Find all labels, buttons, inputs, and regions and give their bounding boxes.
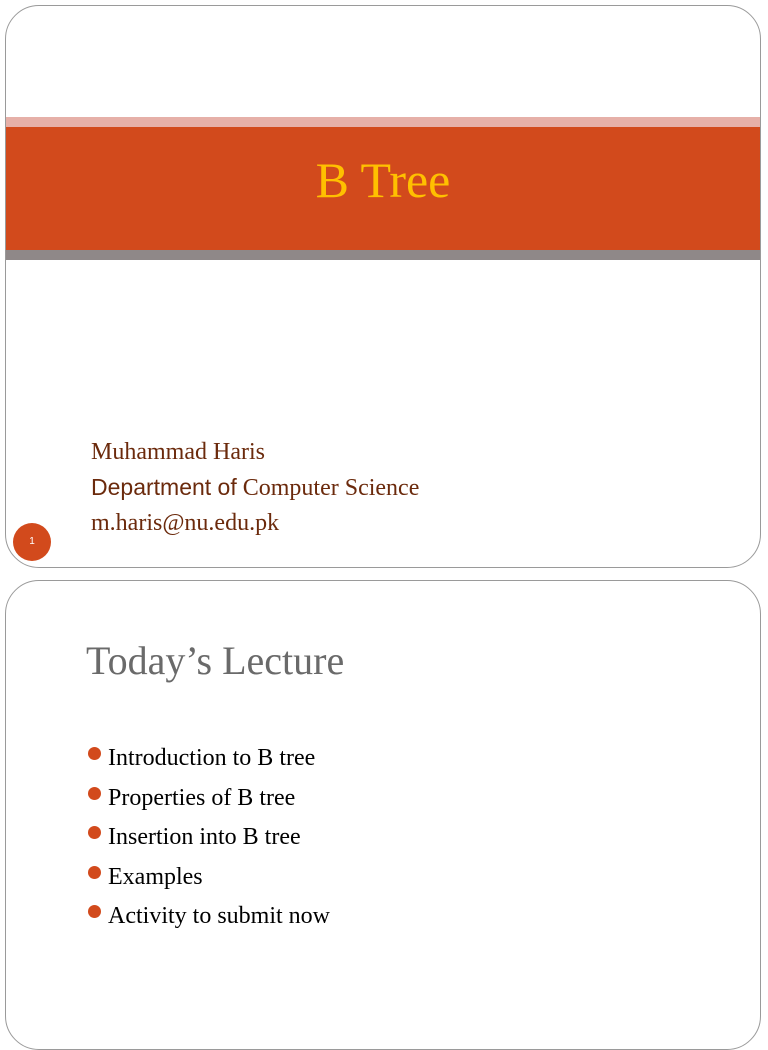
- list-item: [86, 818, 330, 858]
- author-department: [91, 470, 419, 506]
- title-band-top-stripe: [6, 117, 760, 127]
- list-item-text: Activity to submit now: [108, 903, 330, 929]
- list-item-text: Insertion into B tree: [108, 824, 301, 850]
- list-item-text: Introduction to B tree: [108, 745, 316, 771]
- slide-title: B Tree: [315, 152, 451, 208]
- department-name: Computer Science: [242, 475, 420, 501]
- bullet-dot-icon: [88, 747, 101, 760]
- slide-1: [5, 5, 761, 568]
- list-item: [86, 739, 330, 779]
- department-prefix: Department of: [91, 474, 237, 500]
- list-item: [86, 858, 330, 898]
- list-item: [86, 779, 330, 819]
- author-email: m.haris@nu.edu.pk: [91, 510, 280, 536]
- bullet-dot-icon: [88, 826, 101, 839]
- bullet-dot-icon: [88, 787, 101, 800]
- list-item-text: Properties of B tree: [108, 784, 296, 811]
- title-band-bottom-stripe: [6, 250, 760, 260]
- bullet-dot-icon: [88, 905, 101, 918]
- slide-heading: Today’s Lecture: [86, 638, 345, 683]
- bullet-dot-icon: [88, 866, 101, 879]
- list-item: [86, 897, 330, 937]
- author-block: [91, 435, 419, 541]
- list-item-text: Examples: [108, 863, 203, 890]
- slide-number-badge: 1: [13, 523, 51, 561]
- author-name: Muhammad Haris: [91, 439, 265, 465]
- bullet-list: [86, 739, 330, 937]
- slide-2: [5, 580, 761, 1050]
